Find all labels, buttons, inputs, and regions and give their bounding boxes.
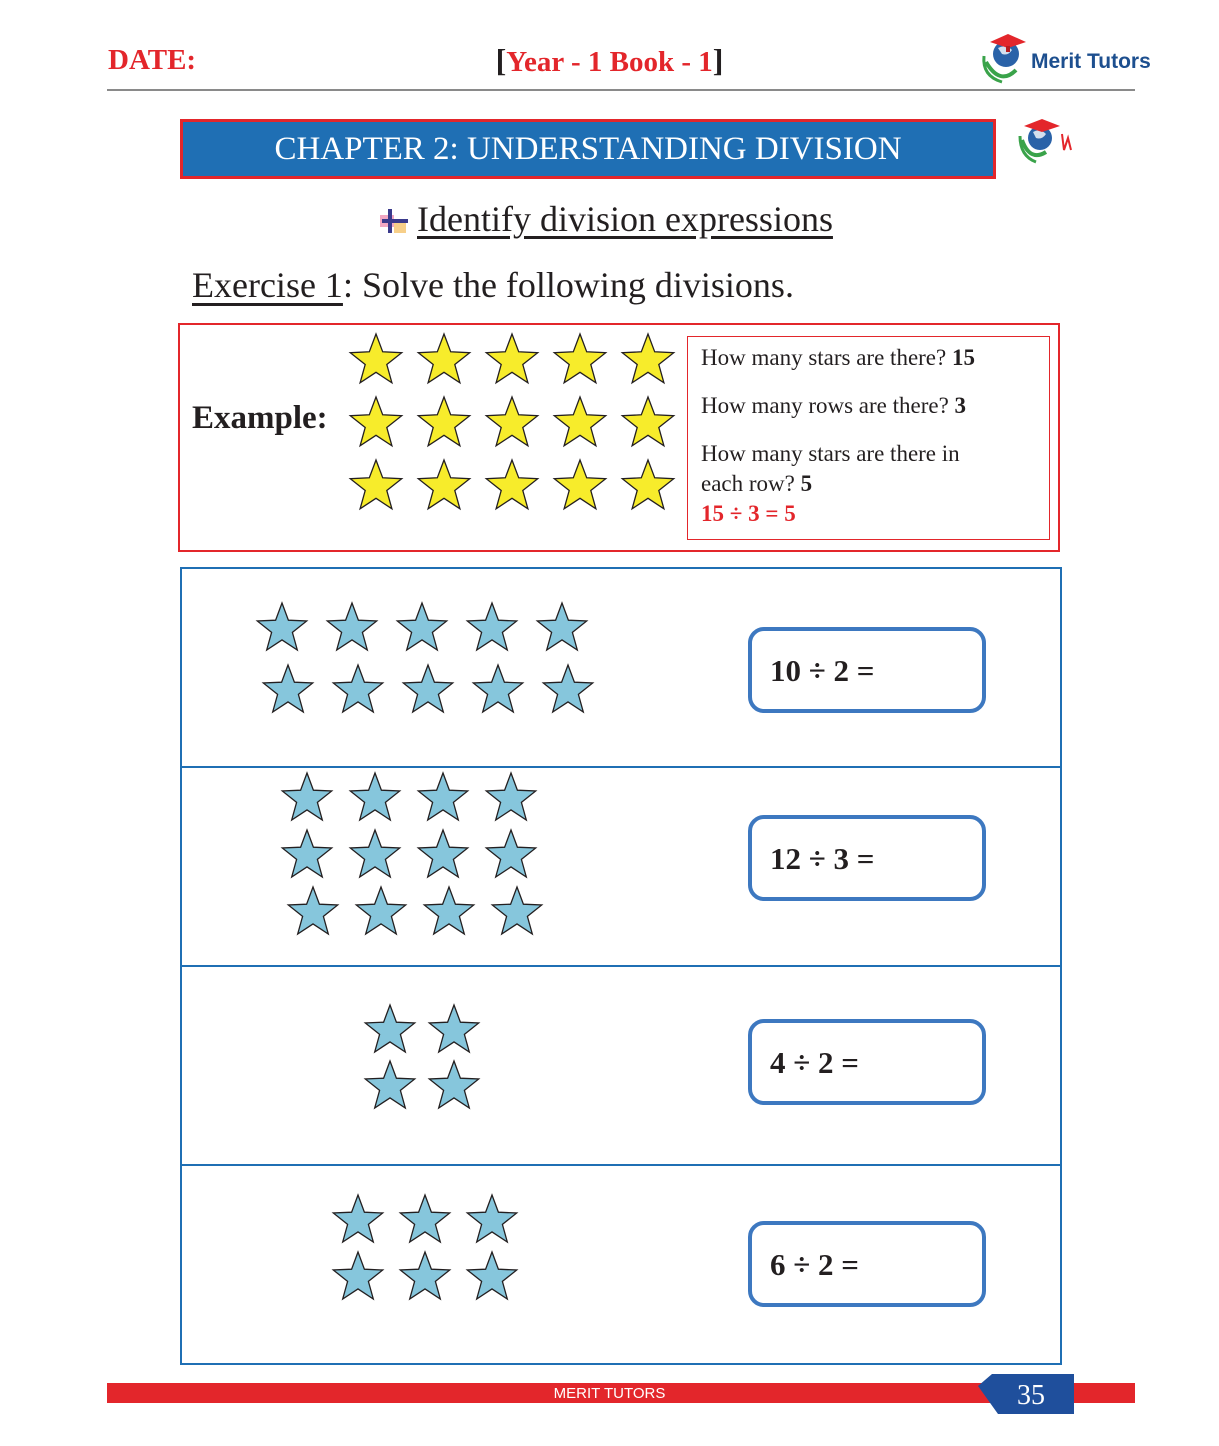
yellow-star-icon xyxy=(418,334,469,383)
logo-text: Merit Tutors xyxy=(1031,50,1151,73)
blue-star-icon xyxy=(543,665,592,712)
yellow-star-icon xyxy=(418,397,469,446)
problem-2-answer-box[interactable] xyxy=(748,815,986,901)
section-subtitle: Identify division expressions xyxy=(417,199,833,239)
bullet-icon xyxy=(380,205,410,235)
blue-star-icon xyxy=(418,830,467,877)
globe-cap-icon xyxy=(1016,116,1074,168)
blue-star-icon xyxy=(403,665,452,712)
blue-star-icon xyxy=(467,603,516,650)
problem-2-expression: 12 ÷ 3 = xyxy=(770,841,875,876)
row-divider xyxy=(182,766,1060,768)
exercise-heading xyxy=(192,264,794,306)
blue-star-icon xyxy=(424,887,473,934)
blue-star-icon xyxy=(327,603,376,650)
page-number: 35 xyxy=(1017,1380,1045,1411)
row-divider xyxy=(182,1164,1060,1166)
info-question-1: How many stars are there? 15 xyxy=(701,345,975,370)
yellow-star-icon xyxy=(486,397,537,446)
blue-star-icon xyxy=(467,1195,516,1242)
problem-1-expression: 10 ÷ 2 = xyxy=(770,653,875,688)
blue-star-icon xyxy=(333,1195,382,1242)
info-answer-3: 5 xyxy=(800,471,813,496)
blue-star-icon xyxy=(429,1005,478,1052)
blue-star-icon xyxy=(333,1252,382,1299)
yellow-star-icon xyxy=(486,460,537,509)
footer-brand: MERIT TUTORS xyxy=(553,1385,666,1402)
info-question-2: How many rows are there? 3 xyxy=(701,393,967,418)
yellow-star-icon xyxy=(554,334,605,383)
problem-3-answer-box[interactable] xyxy=(748,1019,986,1105)
chapter-banner: CHAPTER 2: UNDERSTANDING DIVISION xyxy=(180,119,996,179)
row-divider xyxy=(182,965,1060,967)
blue-star-icon xyxy=(365,1005,414,1052)
info-question-3-cont: each row? 5 xyxy=(701,471,813,496)
date-label: DATE: xyxy=(108,44,197,76)
blue-star-icon xyxy=(282,830,331,877)
yellow-star-icon xyxy=(554,397,605,446)
header-divider xyxy=(107,89,1135,91)
problem-1-star-grid xyxy=(252,599,602,729)
blue-star-icon xyxy=(365,1061,414,1108)
blue-star-icon xyxy=(486,830,535,877)
blue-star-icon xyxy=(257,603,306,650)
exercise-table xyxy=(180,567,1062,1365)
problem-3-expression: 4 ÷ 2 = xyxy=(770,1045,859,1080)
problem-1-answer-box[interactable] xyxy=(748,627,986,713)
yellow-star-icon xyxy=(418,460,469,509)
blue-star-icon xyxy=(537,603,586,650)
blue-star-icon xyxy=(333,665,382,712)
blue-star-icon xyxy=(492,887,541,934)
problem-4-expression: 6 ÷ 2 = xyxy=(770,1247,859,1282)
problem-4-star-grid xyxy=(328,1191,528,1306)
yellow-star-icon xyxy=(622,397,673,446)
info-answer-1: 15 xyxy=(951,345,975,370)
example-star-grid xyxy=(345,330,680,520)
blue-star-icon xyxy=(400,1195,449,1242)
info-answer-2: 3 xyxy=(954,393,967,418)
blue-star-icon xyxy=(350,830,399,877)
problem-2-star-grid xyxy=(277,769,567,944)
problem-4-answer-box[interactable] xyxy=(748,1221,986,1307)
exercise-instruction: : Solve the following divisions. xyxy=(342,265,794,305)
exercise-label: Exercise 1 xyxy=(192,265,343,305)
blue-star-icon xyxy=(400,1252,449,1299)
example-label: Example: xyxy=(192,400,328,436)
yellow-star-icon xyxy=(486,334,537,383)
yellow-star-icon xyxy=(554,460,605,509)
info-question-3: How many stars are there in xyxy=(701,441,960,466)
blue-star-icon xyxy=(486,773,535,820)
yellow-star-icon xyxy=(350,460,401,509)
blue-star-icon xyxy=(282,773,331,820)
blue-star-icon xyxy=(473,665,522,712)
blue-star-icon xyxy=(397,603,446,650)
bracket-open: [ xyxy=(495,42,507,78)
blue-star-icon xyxy=(288,887,337,934)
blue-star-icon xyxy=(350,773,399,820)
yellow-star-icon xyxy=(622,460,673,509)
yellow-star-icon xyxy=(350,397,401,446)
example-equation: 15 ÷ 3 = 5 xyxy=(701,501,796,526)
blue-star-icon xyxy=(418,773,467,820)
blue-star-icon xyxy=(467,1252,516,1299)
blue-star-icon xyxy=(356,887,405,934)
bracket-close: ] xyxy=(712,42,724,78)
yellow-star-icon xyxy=(622,334,673,383)
problem-3-star-grid xyxy=(360,1001,490,1121)
book-title: Year - 1 Book - 1 xyxy=(506,46,713,78)
blue-star-icon xyxy=(263,665,312,712)
example-info-box xyxy=(687,336,1050,540)
blue-star-icon xyxy=(429,1061,478,1108)
yellow-star-icon xyxy=(350,334,401,383)
